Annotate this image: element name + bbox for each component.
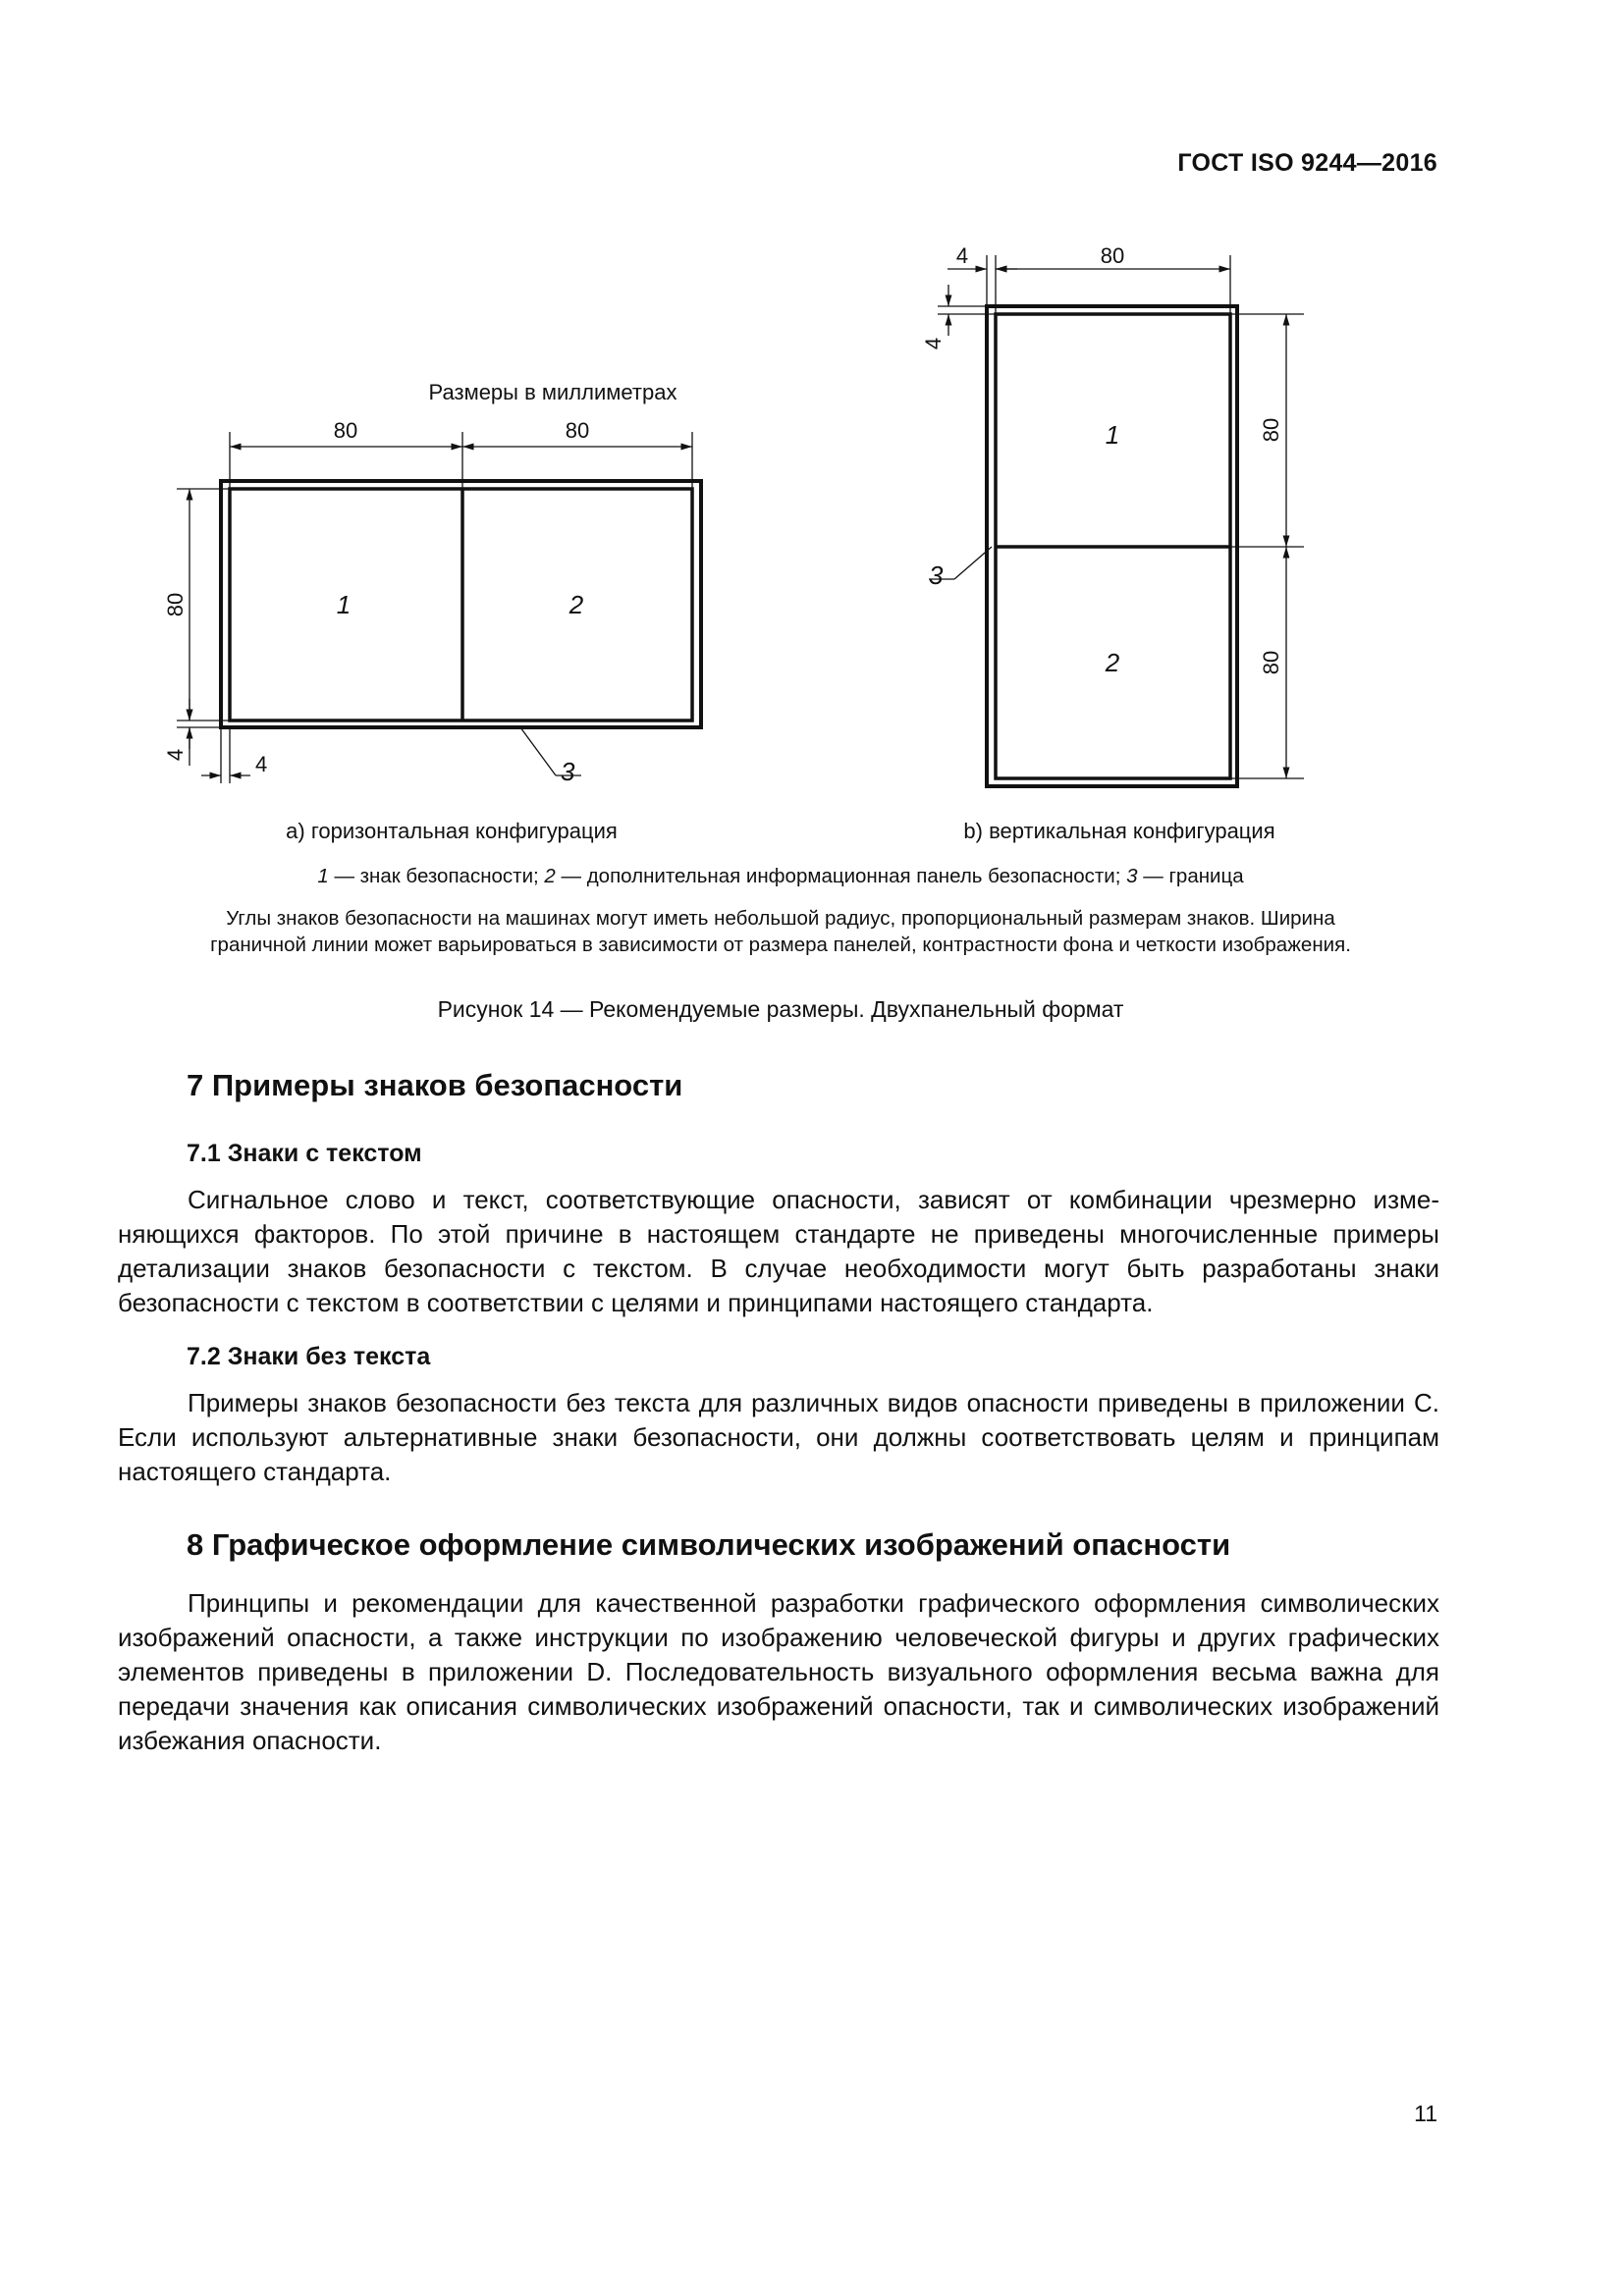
page-number: 11 bbox=[1414, 2101, 1437, 2126]
section-7-1-text: Сигнальное слово и текст, соответствующие опасности, зависят от комбинации чрезмерно изменяющихся факторов. По этой причине в настоящем стандарте не приведены многочисленные примеры детализации знаков безопасности с текстом. В случае необходимости могут быть разработаны знаки безопасности с текстом в соответствии с целями и принципами настоящего стандарта. bbox=[118, 1185, 1439, 1317]
figure-legend bbox=[128, 865, 1434, 888]
section-7-1-heading: 7.1 Знаки с текстом bbox=[187, 1140, 422, 1167]
vertical-configuration bbox=[929, 255, 1304, 786]
vertical-dim-border-v: 4 bbox=[921, 337, 946, 350]
vertical-leader-label: 3 bbox=[929, 561, 944, 590]
figure-note-line-1: Углы знаков безопасности на машинах могут иметь небольшой радиус, пропорциональный размерам знаков. Ширина bbox=[226, 907, 1335, 930]
section-7-2-heading: 7.2 Знаки без текста bbox=[187, 1343, 431, 1370]
figure-note-line-2: граничной линии может варьироваться в зависимости от размера панелей, контрастности фона и четкости изображения. bbox=[210, 934, 1351, 956]
vertical-panel-1-label: 1 bbox=[1105, 420, 1120, 450]
horizontal-dim-width-2: 80 bbox=[565, 418, 590, 443]
vertical-dim-border-h: 4 bbox=[955, 243, 969, 268]
document-header: ГОСТ ISO 9244—2016 bbox=[1177, 149, 1437, 177]
horizontal-dim-width-1: 80 bbox=[333, 418, 358, 443]
legend-text-2: — дополнительная информационная панель безопасности; bbox=[555, 865, 1127, 887]
legend-text-3: — граница bbox=[1137, 865, 1244, 887]
figure-note bbox=[128, 905, 1434, 958]
horizontal-dim-border-h: 4 bbox=[255, 752, 268, 776]
vertical-dim-height-1: 80 bbox=[1259, 417, 1283, 443]
horizontal-panel-1-label: 1 bbox=[336, 590, 352, 619]
section-7-2-text: Примеры знаков безопасности без текста для различных видов опасности приведены в приложении С. Если используют альтернативные знаки безопасности, они должны соответствовать целям и принципам настоящего стандарта. bbox=[118, 1388, 1439, 1486]
legend-key-3: 3 bbox=[1126, 865, 1138, 887]
section-8-heading: 8 Графическое оформление символических изображений опасности bbox=[187, 1527, 1231, 1562]
horizontal-panel-2-label: 2 bbox=[568, 590, 584, 619]
horizontal-configuration bbox=[177, 432, 701, 783]
horizontal-leader-line bbox=[520, 727, 556, 775]
figure-title: Рисунок 14 — Рекомендуемые размеры. Двухпанельный формат bbox=[437, 996, 1124, 1022]
units-note: Размеры в миллиметрах bbox=[428, 380, 677, 404]
section-8-text: Принципы и рекомендации для качественной разработки графического оформления символических изображений опасности, а также инструкции по изображению человеческой фигуры и других графических элементов приведены в приложении D. Последовательность визуального оформления весьма важна для передачи значения как описания символических изображений опасности, так и символических изображений избежания опасности. bbox=[118, 1588, 1439, 1755]
vertical-caption: b) вертикальная конфигурация bbox=[963, 819, 1275, 843]
vertical-dim-height-2: 80 bbox=[1259, 650, 1283, 675]
legend-key-2: 2 bbox=[544, 865, 556, 887]
vertical-panel-2-label: 2 bbox=[1105, 648, 1120, 677]
horizontal-caption: а) горизонтальная конфигурация bbox=[286, 819, 618, 843]
legend-text-1: — знак безопасности; bbox=[328, 865, 545, 887]
horizontal-leader-label: 3 bbox=[561, 757, 575, 786]
section-7-heading: 7 Примеры знаков безопасности bbox=[187, 1068, 683, 1102]
horizontal-dim-border-v: 4 bbox=[163, 748, 188, 762]
legend-key-1: 1 bbox=[317, 865, 329, 887]
vertical-dim-width: 80 bbox=[1100, 243, 1125, 268]
horizontal-dim-height: 80 bbox=[163, 592, 188, 617]
